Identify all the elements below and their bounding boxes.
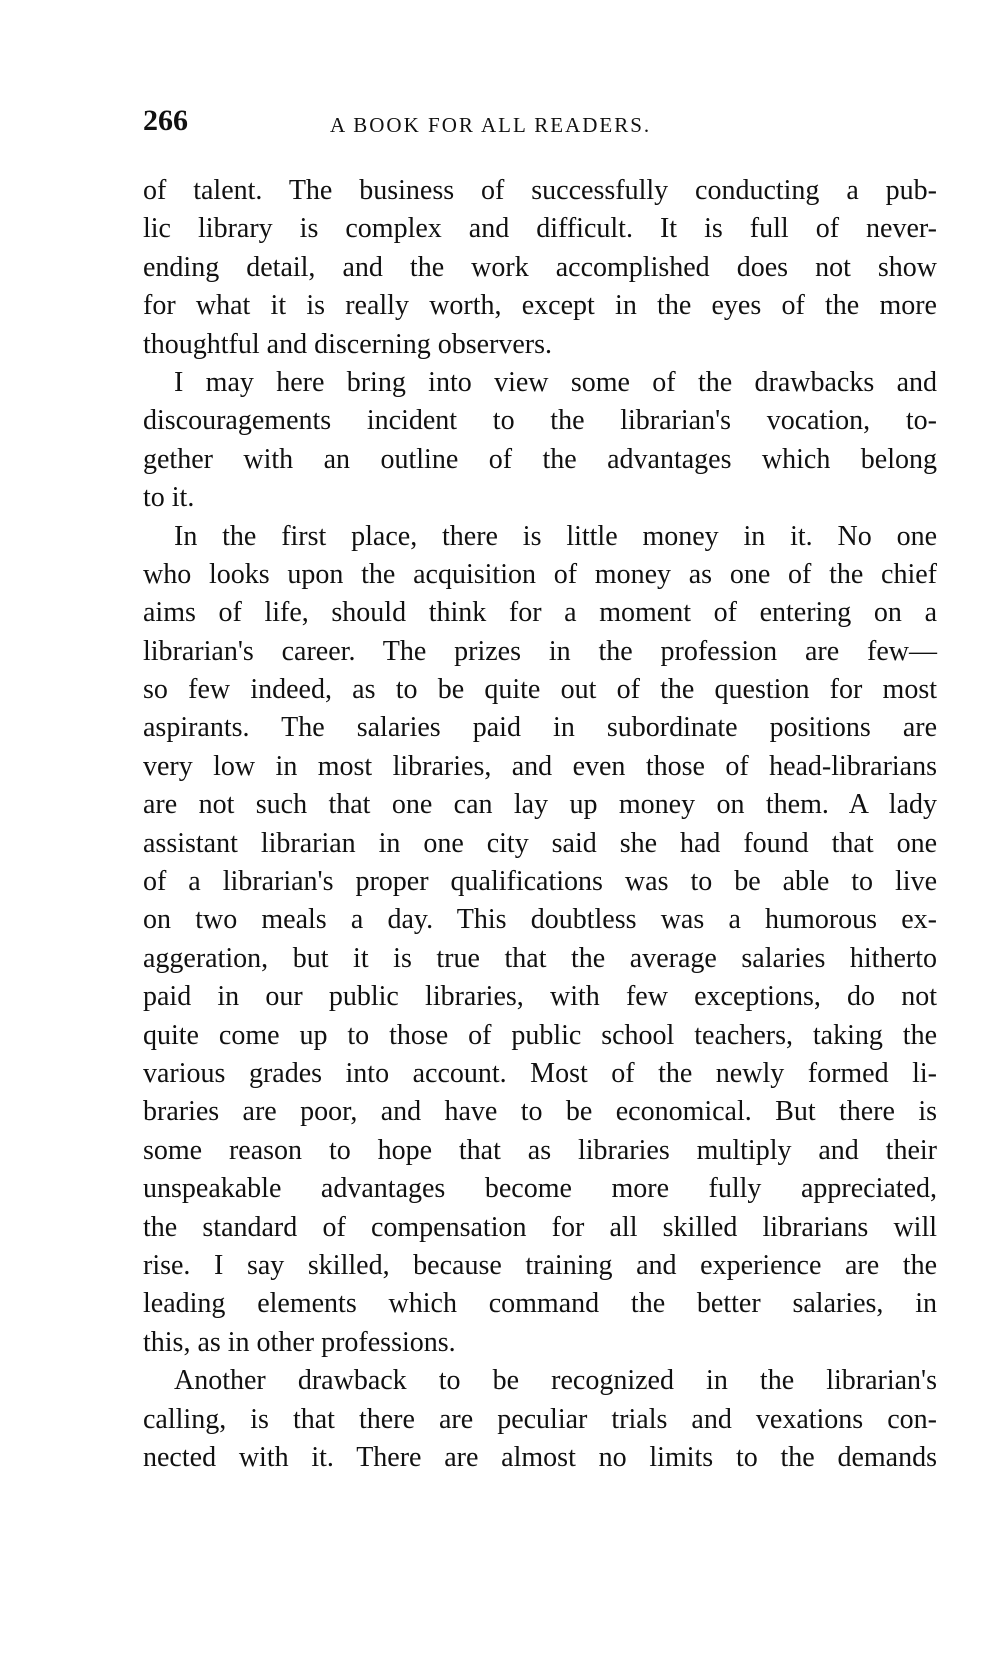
paragraph [143, 364, 937, 518]
text-line: rise. I say skilled, because training and experience are the [143, 1249, 937, 1281]
text-line: braries are poor, and have to be economical. But there is [143, 1096, 937, 1128]
text-line: I may here bring into view some of the drawbacks and [174, 366, 937, 398]
text-line: librarian's career. The prizes in the profession are few— [143, 635, 937, 667]
text-line: who looks upon the acquisition of money as one of the chief [143, 558, 937, 590]
text-line: Another drawback to be recognized in the librarian's [174, 1365, 937, 1397]
text-line: various grades into account. Most of the newly formed li- [143, 1057, 937, 1089]
text-line: In the first place, there is little money in it. No one [174, 520, 937, 552]
text-line: discouragements incident to the librarian's vocation, to- [143, 405, 937, 437]
text-line: this, as in other professions. [143, 1326, 456, 1358]
text-line: so few indeed, as to be quite out of the question for most [143, 674, 937, 706]
page-number: 266 [143, 104, 188, 137]
text-line: aspirants. The salaries paid in subordinate positions are [143, 712, 937, 744]
text-line: quite come up to those of public school teachers, taking the [143, 1019, 937, 1051]
paragraph [143, 518, 937, 1363]
text-line: some reason to hope that as libraries multiply and their [143, 1134, 937, 1166]
text-line: lic library is complex and difficult. It is full of never- [143, 213, 937, 245]
body-text [143, 172, 937, 1477]
text-line: the standard of compensation for all skilled librarians will [143, 1211, 937, 1243]
text-line: gether with an outline of the advantages which belong [143, 443, 937, 475]
text-line: very low in most libraries, and even those of head-librarians [143, 750, 937, 782]
text-line: ending detail, and the work accomplished does not show [143, 251, 937, 283]
text-line: calling, is that there are peculiar trials and vexations con- [143, 1403, 937, 1435]
text-line: on two meals a day. This doubtless was a humorous ex- [143, 904, 937, 936]
text-line: for what it is really worth, except in the eyes of the more [143, 290, 937, 322]
text-line: nected with it. There are almost no limits to the demands [143, 1441, 937, 1473]
text-line: aggeration, but it is true that the average salaries hitherto [143, 942, 937, 974]
text-line: leading elements which command the better salaries, in [143, 1288, 937, 1320]
paragraph [143, 1362, 937, 1477]
text-line: of a librarian's proper qualifications was to be able to live [143, 866, 937, 898]
text-line: aims of life, should think for a moment of entering on a [143, 597, 937, 629]
text-line: to it. [143, 482, 195, 514]
text-line: unspeakable advantages become more fully appreciated, [143, 1173, 937, 1205]
text-line: thoughtful and discerning observers. [143, 328, 553, 360]
text-line: paid in our public libraries, with few exceptions, do not [143, 981, 937, 1013]
paragraph [143, 172, 937, 364]
text-line: assistant librarian in one city said she had found that one [143, 827, 937, 859]
text-line: of talent. The business of successfully conducting a pub- [143, 175, 937, 206]
text-line: are not such that one can lay up money on them. A lady [143, 789, 937, 821]
running-head: A BOOK FOR ALL READERS. [330, 113, 652, 137]
